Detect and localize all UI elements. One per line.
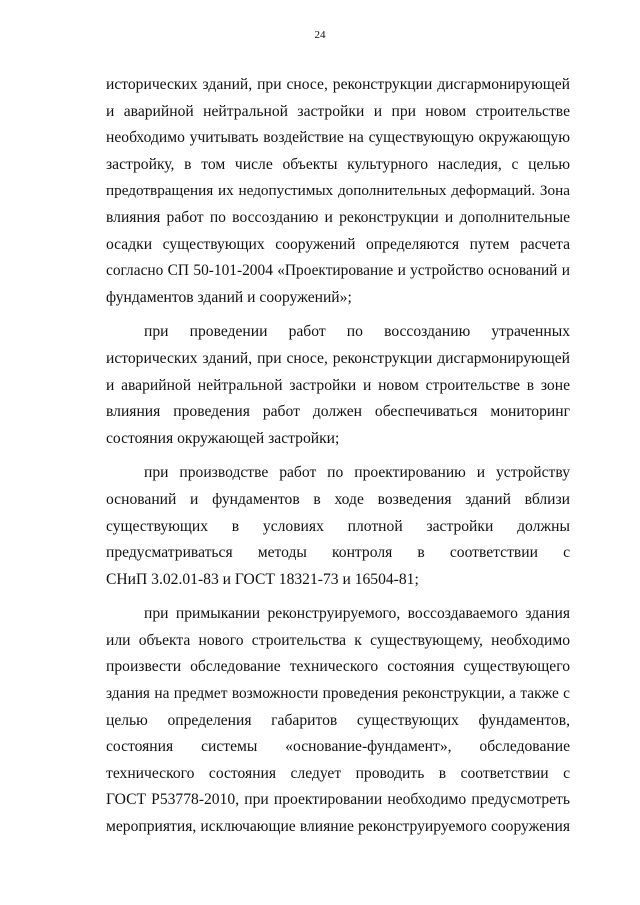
text-line: ГОСТ Р53778-2010, при проектировании необходимо предусмотреть (106, 791, 570, 809)
text-line: предусматриваться методы контроля в соответствии с (106, 544, 570, 562)
text-line: фундаментов зданий и сооружений»; (106, 288, 352, 306)
text-line: предотвращения их недопустимых дополнительных деформаций. Зона (106, 182, 570, 200)
text-line: застройку, в том числе объекты культурного наследия, с целью (106, 155, 570, 173)
text-line: или объекта нового строительства к существующему, необходимо (106, 631, 570, 649)
page-number: 24 (314, 29, 326, 41)
paragraph (106, 460, 570, 593)
text-line: исторических зданий, при сносе, реконструкции дисгармонирующей (106, 349, 570, 367)
paragraph (106, 72, 570, 311)
text-line: исторических зданий, при сносе, реконструкции дисгармонирующей (106, 76, 570, 93)
text-line: при проведении работ по воссозданию утраченных (144, 323, 570, 341)
text-line: состояния окружающей застройки; (106, 429, 340, 447)
text-line: влияния работ по воссозданию и реконструкции и дополнительные (106, 208, 570, 226)
text-line: согласно СП 50-101-2004 «Проектирование и устройство оснований и (106, 262, 570, 280)
text-line: влияния проведения работ должен обеспечиваться мониторинг (106, 403, 570, 421)
text-line: произвести обследование технического состояния существующего (106, 658, 570, 676)
text-line: СНиП 3.02.01-83 и ГОСТ 18321-73 и 16504-81; (106, 570, 419, 588)
text-line: необходимо учитывать воздействие на существующую окружающую (106, 129, 570, 147)
text-line: мероприятия, исключающие влияние реконструируемого сооружения (106, 818, 570, 836)
text-line: и аварийной нейтральной застройки и при новом строительстве (106, 102, 570, 120)
text-line: при примыкании реконструируемого, воссоздаваемого здания (144, 605, 570, 623)
text-line: существующих в условиях плотной застройки должны (106, 517, 570, 535)
paragraph (106, 601, 570, 840)
text-line: технического состояния следует проводить в соответствии с (106, 764, 570, 782)
text-line: состояния системы «основание-фундамент», обследование (106, 738, 570, 756)
text-line: и аварийной нейтральной застройки и новом строительстве в зоне (106, 376, 570, 394)
text-line: здания на предмет возможности проведения реконструкции, а также с (106, 685, 570, 703)
text-line: при производстве работ по проектированию и устройству (144, 464, 570, 482)
text-line: оснований и фундаментов в ходе возведения зданий вблизи (106, 490, 570, 508)
text-line: целью определения габаритов существующих фундаментов, (106, 711, 570, 729)
body-text (106, 72, 570, 841)
paragraph (106, 319, 570, 452)
text-line: осадки существующих сооружений определяются путем расчета (106, 235, 570, 253)
